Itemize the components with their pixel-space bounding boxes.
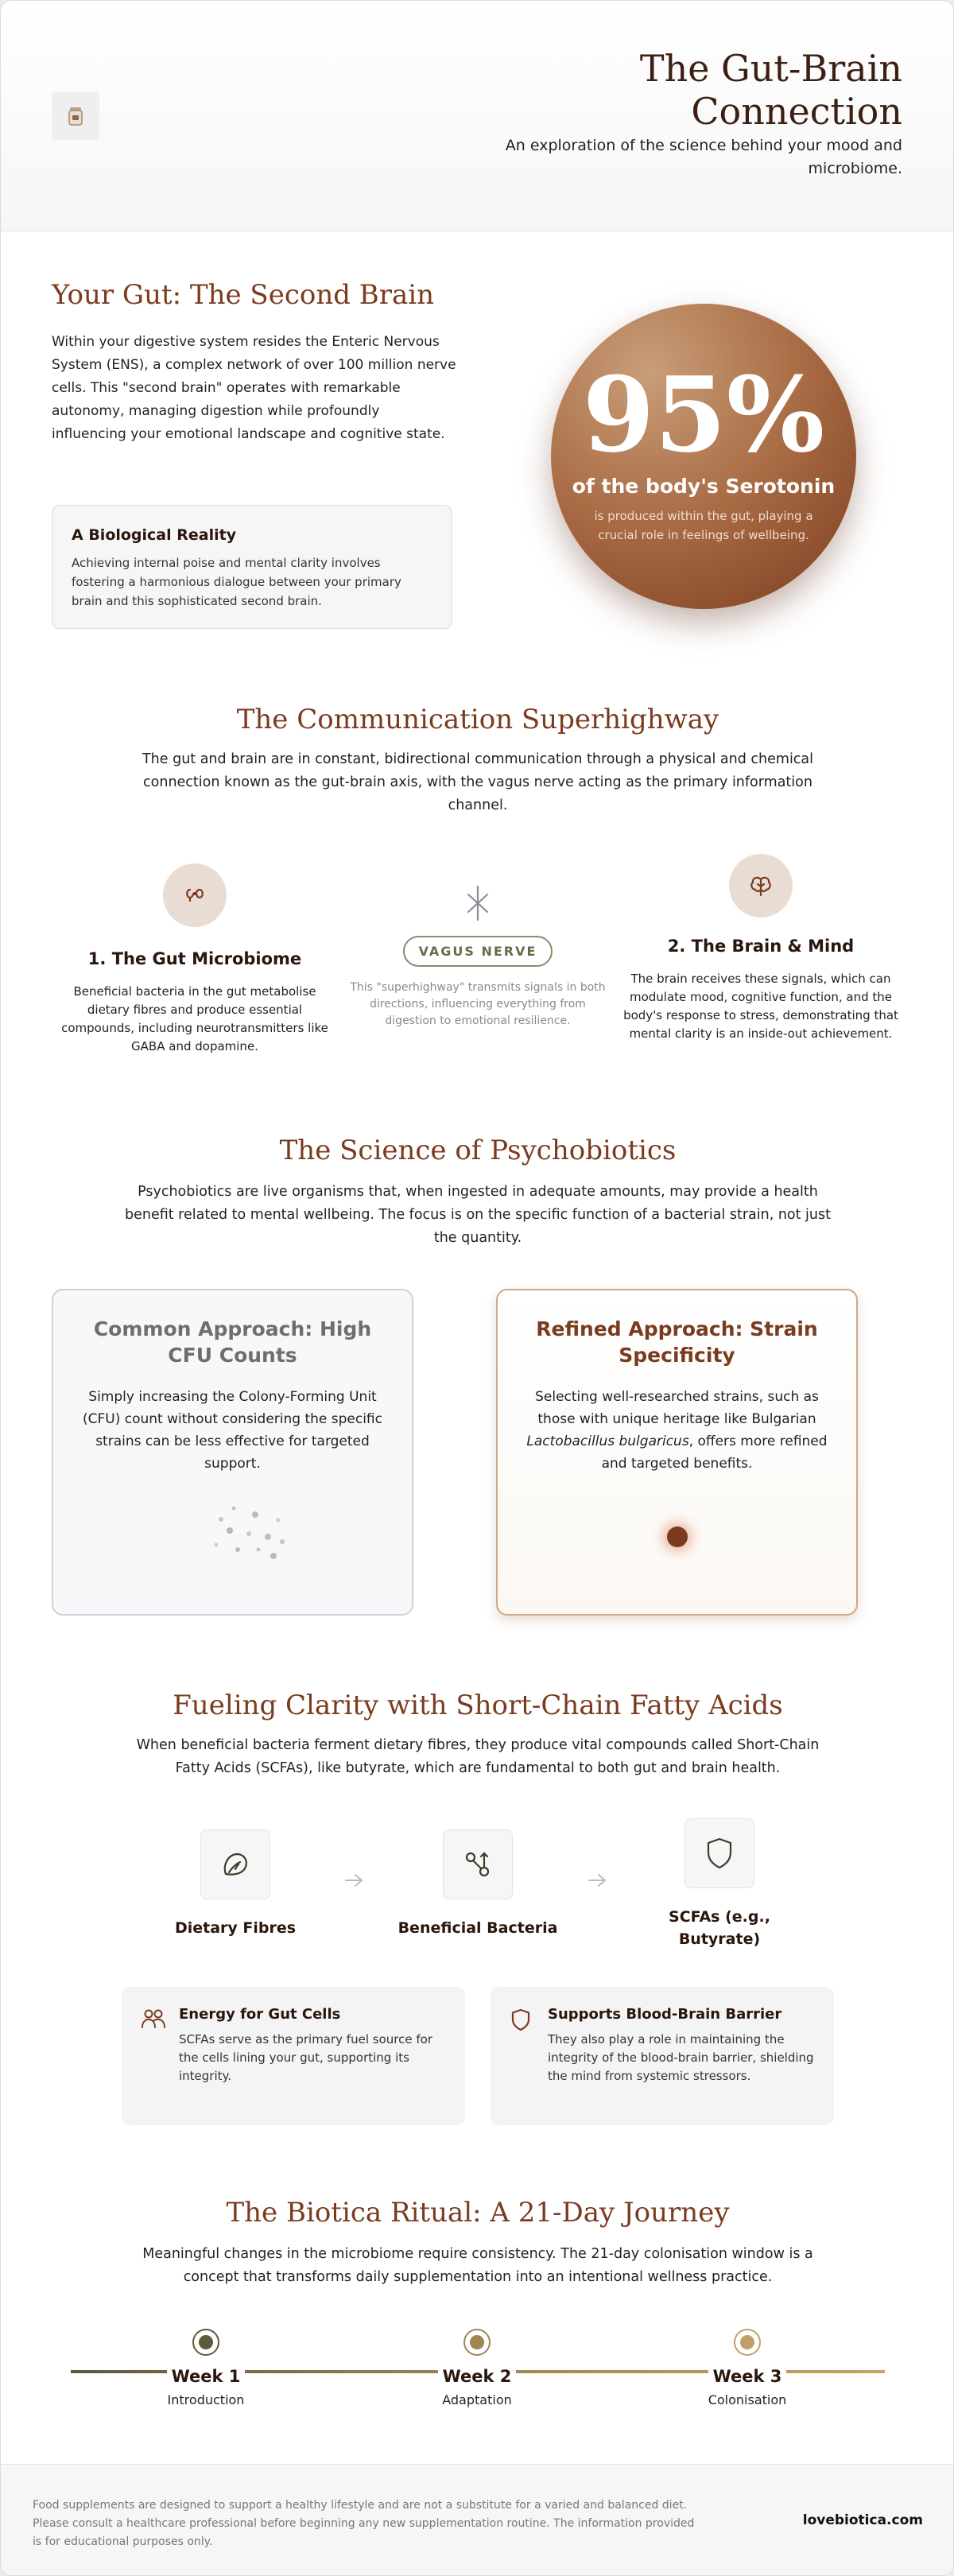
stat-value: 95% xyxy=(582,354,825,475)
second-brain-title: Your Gut: The Second Brain xyxy=(52,279,435,311)
fibre-icon xyxy=(200,1829,270,1899)
scattered-dots-graphic xyxy=(53,1481,412,1577)
strain-name: Lactobacillus bulgaricus xyxy=(526,1433,689,1449)
brain-icon xyxy=(729,854,793,918)
flow-beneficial-bacteria xyxy=(382,1829,573,1939)
scfa-intro: When beneficial bacteria ferment dietary fibres, they produce vital compounds called Short-Chain Fatty Acids (SCFAs), like butyrate, which are fundamental to both gut and brain health. xyxy=(136,1737,820,1776)
card-body: Achieving internal poise and mental clarity involves fostering a harmonious dialogue between your primary brain and this sophisticated second brain. xyxy=(72,556,401,608)
scfa-title: Fueling Clarity with Short-Chain Fatty Acids xyxy=(173,1690,783,1721)
superhighway-title: The Communication Superhighway xyxy=(236,704,719,735)
timeline-dot-week-2 xyxy=(463,2329,491,2356)
benefit-card-blood-brain-barrier xyxy=(491,1987,834,2125)
flow-label: Dietary Fibres xyxy=(174,1919,297,1937)
gut-node-title: 1. The Gut Microbiome xyxy=(87,949,302,968)
common-approach-body: Simply increasing the Colony-Forming Unit (CFU) count without considering the specific strains can be less effective for targeted support. xyxy=(82,1389,382,1472)
gut-microbiome-node xyxy=(60,863,330,1056)
stat-label: of the body's Serotonin xyxy=(572,475,836,498)
timeline-week-3 xyxy=(668,2367,827,2407)
refined-approach-body xyxy=(522,1386,832,1475)
phase-label: Introduction xyxy=(167,2392,245,2407)
nerve-icon xyxy=(462,885,494,921)
common-approach-card xyxy=(52,1289,413,1616)
vagus-nerve-label: VAGUS NERVE xyxy=(403,936,553,967)
phase-label: Colonisation xyxy=(708,2392,787,2407)
vagus-nerve-node xyxy=(343,885,613,1030)
jar-icon xyxy=(65,105,86,127)
biological-reality-card xyxy=(52,505,452,629)
footer-disclaimer: Food supplements are designed to support a healthy lifestyle and are not a substitute for a varied and balanced diet. Please consult a healthcare professional before beginning any new supplementation routine. The information provided is for educational purposes only. xyxy=(33,2499,695,2548)
psychobiotics-intro: Psychobiotics are live organisms that, when ingested in adequate amounts, may provide a health benefit related to mental wellbeing. The focus is on the specific function of a bacterial strain, not just the quantity. xyxy=(125,1184,831,1246)
arrow-right-icon xyxy=(588,1872,608,1888)
benefit-body: SCFAs serve as the primary fuel source for the cells lining your gut, supporting its integrity. xyxy=(179,2032,432,2083)
flow-scfas xyxy=(624,1818,815,1950)
common-approach-title: Common Approach: High CFU Counts xyxy=(93,1317,372,1367)
ritual-intro: Meaningful changes in the microbiome require consistency. The 21-day colonisation window is a concept that transforms daily supplementation into an intentional wellness practice. xyxy=(142,2246,813,2285)
serotonin-stat xyxy=(551,304,856,609)
benefit-title: Supports Blood-Brain Barrier xyxy=(548,2006,782,2023)
refined-approach-title: Refined Approach: Strain Specificity xyxy=(536,1317,818,1367)
timeline-dot-week-1 xyxy=(192,2329,219,2356)
shield-icon xyxy=(510,2008,532,2031)
week-label: Week 3 xyxy=(708,2367,787,2386)
refined-approach-card xyxy=(496,1289,858,1616)
ritual-title: The Biotica Ritual: A 21-Day Journey xyxy=(226,2197,730,2229)
logo[interactable] xyxy=(52,92,99,140)
week-label: Week 1 xyxy=(167,2367,246,2386)
brain-mind-node xyxy=(618,854,904,1043)
benefit-body: They also play a role in maintaining the integrity of the blood-brain barrier, shielding the mind from systemic stressors. xyxy=(548,2032,814,2083)
psychobiotics-title: The Science of Psychobiotics xyxy=(279,1135,677,1166)
flow-label: Beneficial Bacteria xyxy=(398,1919,558,1937)
page-subtitle: An exploration of the science behind your mood and microbiome. xyxy=(505,137,902,177)
week-label: Week 2 xyxy=(438,2367,517,2386)
arrow-right-icon xyxy=(344,1872,365,1888)
timeline-week-1 xyxy=(126,2367,285,2407)
card-title: A Biological Reality xyxy=(72,526,237,544)
shield-icon xyxy=(684,1818,754,1888)
second-brain-body: Within your digestive system resides the Enteric Nervous System (ENS), a complex network of over 100 million nerve cells. This "second brain" operates with remarkable autonomy, managing digestion while profoundly influencing your emotional landscape and cognitive state. xyxy=(52,334,456,442)
brain-node-desc: The brain receives these signals, which can modulate mood, cognitive function, and the body's response to stress, demonstrating that mental clarity is an inside-out achievement. xyxy=(623,972,898,1041)
bacteria-icon xyxy=(443,1829,513,1899)
vagus-nerve-desc: This "superhighway" transmits signals in both directions, influencing everything from digestion to emotional resilience. xyxy=(350,981,606,1027)
stat-description: is produced within the gut, playing a crucial role in feelings of wellbeing. xyxy=(594,509,813,542)
refined-body-text: Selecting well-researched strains, such as those with unique heritage like Bulgarian xyxy=(535,1389,819,1427)
cells-icon xyxy=(141,2008,166,2030)
benefit-title: Energy for Gut Cells xyxy=(179,2006,341,2023)
focused-strain-dot xyxy=(667,1527,688,1547)
gut-node-desc: Beneficial bacteria in the gut metabolise dietary fibres and produce essential compounds, including neurotransmitters like GABA and dopamine. xyxy=(61,984,328,1053)
header xyxy=(1,1,954,231)
refined-body-text-end: , offers more refined and targeted benefits. xyxy=(601,1433,828,1472)
timeline-dot-week-3 xyxy=(734,2329,761,2356)
page-title: The Gut-Brain Connection xyxy=(639,47,902,133)
benefit-card-gut-cells xyxy=(122,1987,465,2125)
superhighway-intro: The gut and brain are in constant, bidirectional communication through a physical and chemical connection known as the gut-brain axis, with the vagus nerve acting as the primary information channel. xyxy=(142,751,814,813)
footer-brand-link[interactable]: lovebiotica.com xyxy=(802,2512,923,2528)
flow-dietary-fibres xyxy=(140,1829,331,1939)
footer xyxy=(1,2464,954,2576)
flow-label: SCFAs (e.g., Butyrate) xyxy=(669,1908,770,1948)
timeline-week-2 xyxy=(398,2367,556,2407)
brain-node-title: 2. The Brain & Mind xyxy=(667,937,855,956)
gut-icon xyxy=(163,863,227,927)
phase-label: Adaptation xyxy=(442,2392,512,2407)
